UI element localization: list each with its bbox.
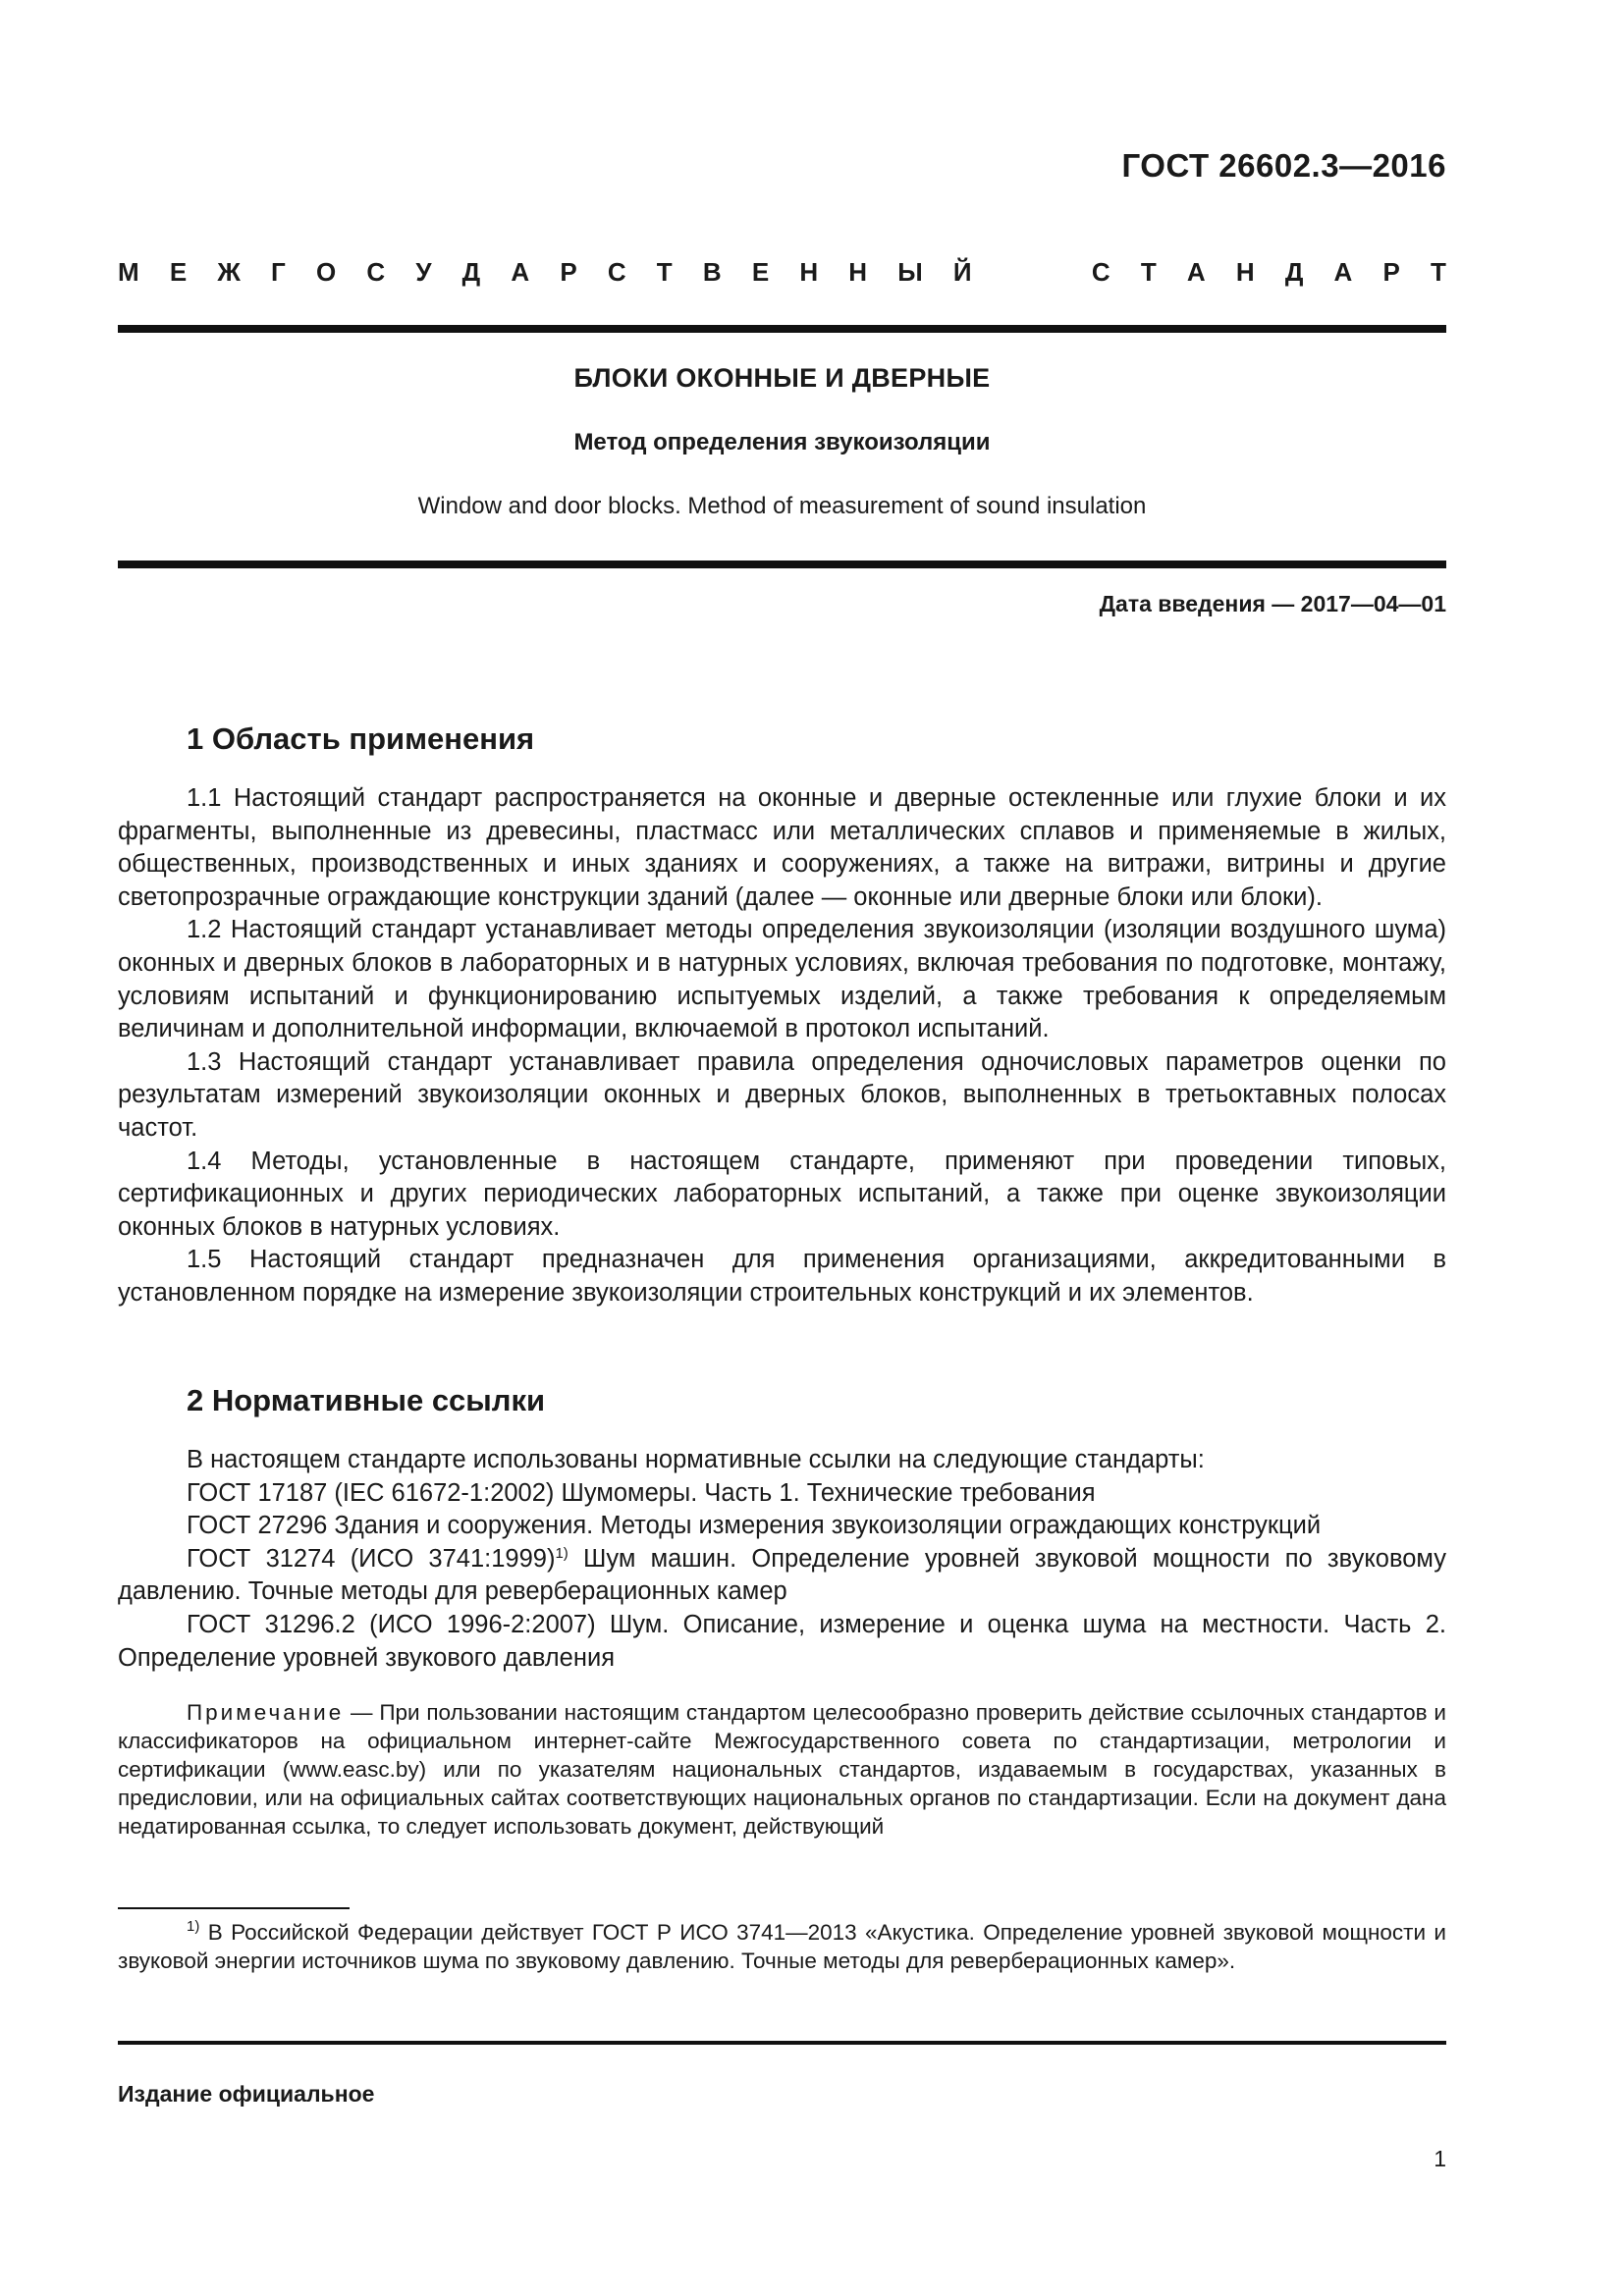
document-number: ГОСТ 26602.3—2016 — [1121, 147, 1446, 184]
note-paragraph — [118, 1698, 1446, 1841]
banner-letter: Д — [461, 257, 481, 287]
standard-type-banner — [118, 257, 1446, 288]
banner-letter: Т — [1431, 257, 1446, 287]
section-1-heading: 1 Область применения — [187, 721, 535, 756]
footnote-marker: 1) — [555, 1544, 568, 1562]
paragraph-1-4: 1.4 Методы, установленные в настоящем стандарте, применяют при проведении типовых, сертификационных и других периодических лабораторных испытаний, а также при оценке звукоизоляции оконных блоков в натурных условиях. — [118, 1147, 1446, 1241]
banner-letter: Ы — [897, 257, 923, 287]
title-divider — [118, 561, 1446, 568]
top-divider — [118, 325, 1446, 333]
footnote-number: 1) — [187, 1918, 200, 1935]
banner-letter: Н — [1235, 257, 1255, 287]
banner-word-gap — [1002, 257, 1061, 288]
banner-letter: А — [511, 257, 530, 287]
document-title: БЛОКИ ОКОННЫЕ И ДВЕРНЫЕ — [573, 363, 991, 393]
banner-letter: С — [1091, 257, 1110, 287]
reference-item: ГОСТ 31296.2 (ИСО 1996-2:2007) Шум. Описание, измерение и оценка шума на местности. Часть 2. Определение уровней звукового давления — [118, 1610, 1446, 1672]
banner-letter: М — [118, 257, 139, 287]
banner-letter: Г — [271, 257, 286, 287]
banner-letter: Е — [169, 257, 188, 287]
paragraph-1-1: 1.1 Настоящий стандарт распространяется на оконные и дверные остекленные или глухие блоки и их фрагменты, выполненные из древесины, пластмасс или металлических сплавов и применяемые в жилых, общественных, производственных и иных зданиях и сооружениях, а также на витражи, витрины и другие светопрозрачные ограждающие конструкции зданий (далее — оконные или дверные блоки или блоки). — [118, 784, 1446, 911]
reference-text: ГОСТ 31274 (ИСО 3741:1999) — [187, 1544, 556, 1573]
banner-letter: В — [702, 257, 722, 287]
banner-letter: С — [366, 257, 386, 287]
note-label: Примечание — [187, 1700, 345, 1725]
document-subtitle: Метод определения звукоизоляции — [573, 429, 991, 455]
footnote — [118, 1918, 1446, 1975]
banner-letter: А — [1186, 257, 1206, 287]
bottom-divider — [118, 2041, 1446, 2045]
references-intro: В настоящем стандарте использованы нормативные ссылки на следующие стандарты: — [187, 1446, 1205, 1473]
banner-letter: Н — [848, 257, 868, 287]
paragraph-1-2: 1.2 Настоящий стандарт устанавливает методы определения звукоизоляции (изоляции воздушного шума) оконных и дверных блоков в лабораторных и в натурных условиях, включая требования по подготовке, монтажу, условиям испытаний и функционированию испытуемых изделий, а также требования к определяемым величинам и дополнительной информации, включаемой в протокол испытаний. — [118, 916, 1446, 1043]
banner-letter: О — [315, 257, 337, 287]
note-block — [118, 1698, 1446, 1841]
banner-letter: Е — [751, 257, 770, 287]
paragraph-1-5: 1.5 Настоящий стандарт предназначен для применения организациями, аккредитованными в установленном порядке на измерение звукоизоляции строительных конструкций и их элементов. — [118, 1246, 1446, 1307]
reference-item: ГОСТ 17187 (IEC 61672-1:2002) Шумомеры. Часть 1. Технические требования — [187, 1478, 1096, 1507]
banner-letter: Д — [1284, 257, 1304, 287]
reference-item: ГОСТ 27296 Здания и сооружения. Методы измерения звукоизоляции ограждающих конструкций — [187, 1512, 1322, 1540]
banner-letter: Р — [1382, 257, 1400, 287]
reference-item — [118, 1543, 1446, 1609]
footnote-text: В Российской Федерации действует ГОСТ Р ИСО 3741—2013 «Акустика. Определение уровней звуковой мощности и звуковой энергии источников шума по звуковому давлению. Точные методы для реверберационных камер». — [118, 1920, 1446, 1973]
section-1-body — [118, 782, 1446, 1310]
banner-letter: Й — [952, 257, 972, 287]
banner-letter: Т — [656, 257, 673, 287]
banner-letter: Н — [799, 257, 819, 287]
banner-letter: Р — [560, 257, 577, 287]
reference-text: Шум машин. Определение уровней звуковой мощности по звуковому давлению. Точные методы для реверберационных камер — [118, 1544, 1446, 1606]
paragraph-1-3: 1.3 Настоящий стандарт устанавливает правила определения одночисловых параметров оценки по результатам измерений звукоизоляции оконных и дверных блоков, выполненных в третьоктавных полосах частот. — [118, 1047, 1446, 1142]
english-title: Window and door blocks. Method of measurement of sound insulation — [417, 493, 1147, 519]
footnote-separator — [118, 1907, 350, 1909]
banner-letter: У — [415, 257, 432, 287]
section-2-body — [118, 1444, 1446, 1675]
footnote-paragraph — [118, 1918, 1446, 1975]
introduction-date: Дата введения — 2017—04—01 — [1099, 591, 1446, 616]
banner-letter: Т — [1140, 257, 1157, 287]
banner-letter: С — [607, 257, 626, 287]
banner-letter: А — [1333, 257, 1353, 287]
official-edition-label: Издание официальное — [118, 2081, 375, 2107]
banner-letter: Ж — [217, 257, 241, 287]
note-text: — При пользовании настоящим стандартом целесообразно проверить действие ссылочных стандартов и классификаторов на официальном интернет-сайте Межгосударственного совета по стандартизации, метрологии и сертификации (www.easc.by) или по указателям национальных стандартов, издаваемым в государствах, указанных в предисловии, или на официальных сайтах соответствующих национальных органов по стандартизации. Если на документ дана недатированная ссылка, то следует использовать документ, действующий — [118, 1700, 1446, 1839]
section-2-heading: 2 Нормативные ссылки — [187, 1383, 546, 1417]
page-number: 1 — [1434, 2146, 1446, 2171]
